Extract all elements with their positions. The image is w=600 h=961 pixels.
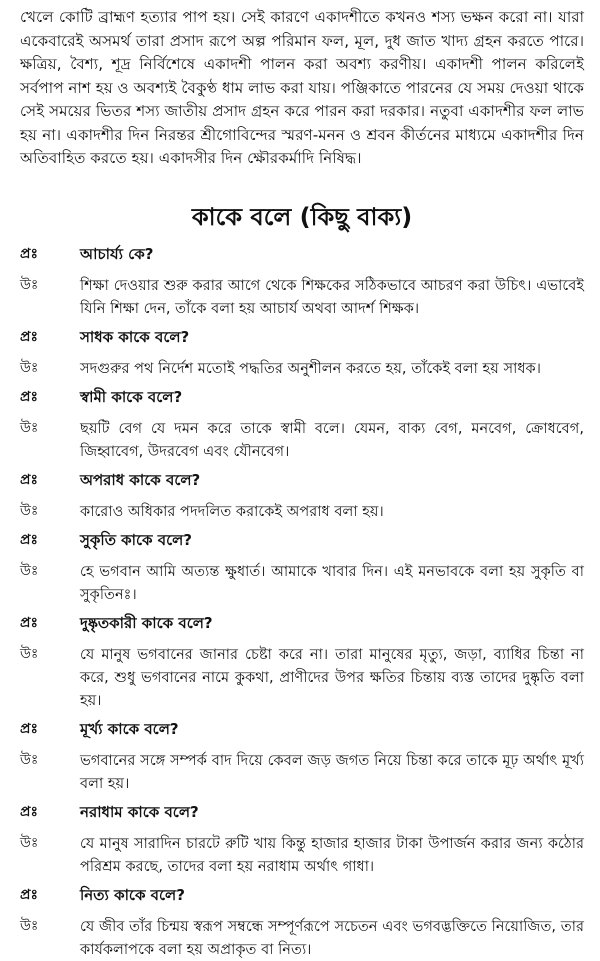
answer-row <box>20 560 584 606</box>
question-label: প্রঃ <box>20 328 38 345</box>
answer-text: শিক্ষা দেওয়ার শুরু করার আগে থেকে শিক্ষকের সঠিকভাবে আচরণ করা উচিৎ। এভাবেই যিনি শিক্ষা দেন, তাঁকে বলা হয় আচার্য অথবা আদর্শ শিক্ষক। <box>80 276 584 317</box>
answer-row <box>20 749 584 795</box>
question-row <box>20 243 584 266</box>
question-row <box>20 386 584 409</box>
answer-text: যে মানুষ ভগবানের জানার চেষ্টা করে না। তারা মানুষের মৃত্যু, জড়া, ব্যাধির চিন্তা না করে, শুধু ভগবানের নামে কুকথা, প্রাণীদের উপর ক্ষতির চিন্তায় ব্যস্ত তাদের দুষ্কৃতি বলা হয়। <box>80 645 584 709</box>
answer-label: উঃ <box>20 502 39 519</box>
question-text: স্বামী কাকে বলে? <box>80 387 183 406</box>
answer-row <box>20 357 584 380</box>
question-text: আচার্য্য কে? <box>80 244 154 263</box>
question-label: প্রঃ <box>20 531 38 548</box>
answer-label: উঃ <box>20 359 39 376</box>
answer-label: উঃ <box>20 917 39 934</box>
qa-list <box>20 243 584 961</box>
answer-row <box>20 915 584 961</box>
question-text: অপরাধ কাকে বলে? <box>80 470 201 489</box>
question-row <box>20 612 584 635</box>
question-text: নরাধাম কাকে বলে? <box>80 802 199 821</box>
question-label: প্রঃ <box>20 471 38 488</box>
question-text: মূর্খ্য কাকে বলে? <box>80 719 179 738</box>
answer-text: কারোও অধিকার পদদলিত করাকেই অপরাধ বলা হয়। <box>80 502 384 520</box>
answer-text: যে মানুষ সারাদিন চারটে রুটি খায় কিন্তু হাজার হাজার টাকা উপার্জন করার জন্য কঠোর পরিশ্রম করছে, তাদের বলা হয় নরাধাম অর্থাৎ গাধা। <box>80 834 584 875</box>
question-label: প্রঃ <box>20 803 38 820</box>
question-row <box>20 718 584 741</box>
question-row <box>20 469 584 492</box>
question-label: প্রঃ <box>20 388 38 405</box>
question-row <box>20 884 584 907</box>
question-text: সাধক কাকে বলে? <box>80 327 190 346</box>
question-text: দুষ্কৃতকারী কাকে বলে? <box>80 613 213 632</box>
question-text: সুকৃতি কাকে বলে? <box>80 530 193 549</box>
answer-label: উঃ <box>20 645 39 662</box>
answer-text: ভগবানের সঙ্গে সম্পর্ক বাদ দিয়ে কেবল জড় জগত নিয়ে চিন্তা করে তাকে মূঢ় অর্থাৎ মূর্খ্য বলা হয়। <box>80 751 584 792</box>
answer-label: উঃ <box>20 751 39 768</box>
section-title: কাকে বলে (কিছু বাক্য) <box>191 202 413 231</box>
answer-row <box>20 643 584 712</box>
answer-row <box>20 274 584 320</box>
question-label: প্রঃ <box>20 614 38 631</box>
answer-label: উঃ <box>20 419 39 436</box>
answer-text: সদগুরুর পথ নির্দেশ মতোই পদ্ধতির অনুশীলন করতে হয়, তাঁকেই বলা হয় সাধক। <box>80 359 541 377</box>
answer-text: হে ভগবান আমি অত্যন্ত ক্ষুধার্ত। আমাকে খাবার দিন। এই মনভাবকে বলা হয় সুকৃতি বা সুকৃতিনঃ। <box>80 562 584 603</box>
answer-row <box>20 832 584 878</box>
answer-text: ছয়টি বেগ যে দমন করে তাকে স্বামী বলে। যেমন, বাক্য বেগ, মনবেগ, ক্রোধবেগ, জিহ্বাবেগ, উদরবেগ এবং যৌনবেগ। <box>80 419 584 460</box>
answer-text: যে জীব তাঁর চিন্ময় স্বরূপ সম্বন্ধে সম্পূর্ণরূপে সচেতন এবং ভগবদ্ভক্তিতে নিয়োজিত, তার কার্যকলাপকে বলা হয় অপ্রাকৃত বা নিত্য। <box>80 917 584 958</box>
answer-row <box>20 417 584 463</box>
question-label: প্রঃ <box>20 245 38 262</box>
answer-label: উঃ <box>20 562 39 579</box>
answer-row <box>20 500 584 523</box>
question-label: প্রঃ <box>20 720 38 737</box>
answer-label: উঃ <box>20 834 39 851</box>
answer-label: উঃ <box>20 276 39 293</box>
question-text: নিত্য কাকে বলে? <box>80 885 185 904</box>
question-row <box>20 529 584 552</box>
intro-paragraph: খেলে কোটি ব্রাহ্মণ হত্যার পাপ হয়। সেই কারণে একাদশীতে কখনও শস্য ভক্ষন করো না। যারা একেবারেই অসমর্থ তারা প্রসাদ রূপে অল্প পরিমান ফল, মূল, দুধ জাত খাদ্য গ্রহন করতে পারে। ক্ষত্রিয়, বৈশ্য, শূদ্র নির্বিশেষে একাদশী পালন করা অবশ্য করণীয়। একাদশী পালন করিলেই সর্বপাপ নাশ হয় ও অবশ্যই বৈকুণ্ঠ ধাম লাভ করা যায়। পঞ্জিকাতে পারনের যে সময় দেওয়া থাকে সেই সময়ের ভিতর শস্য জাতীয় প্রসাদ গ্রহন করে পারন করা দরকার। নতুবা একাদশীর ফল লাভ হয় না। একাদশীর দিন নিরন্তর শ্রীগোবিন্দের স্মরণ-মনন ও শ্রবন কীর্তনের মাধ্যমে একাদশীর দিন অতিবাহিত করতে হয়। একাদসীর দিন ক্ষৌরকর্মাদি নিষিদ্ধ। <box>20 8 584 167</box>
question-label: প্রঃ <box>20 886 38 903</box>
question-row <box>20 326 584 349</box>
question-row <box>20 801 584 824</box>
